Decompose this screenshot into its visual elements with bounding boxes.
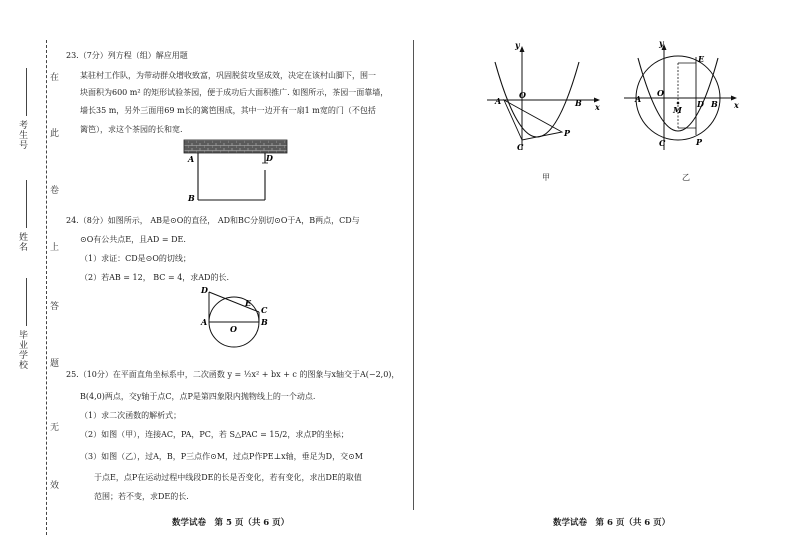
label-O: O — [230, 324, 237, 334]
seal-char: 上 — [50, 243, 60, 253]
label-E: E — [245, 298, 252, 308]
binding-field-blank — [26, 68, 27, 116]
binding-field-label: 姓名 — [17, 232, 27, 252]
label-x: x — [734, 100, 739, 110]
label-P: P — [564, 128, 571, 138]
label-C: C — [659, 138, 666, 148]
label-M: M — [673, 105, 682, 115]
label-C: C — [261, 305, 268, 315]
q23-text-3: 墙长35 m，另外三面用69 m长的篱笆围成，其中一边开有一扇1 m宽的门（不包括 — [80, 106, 376, 115]
seal-char: 答 — [50, 302, 60, 312]
label-B: B — [261, 317, 268, 327]
q24-figure — [198, 280, 274, 352]
label-P: P — [696, 137, 703, 147]
label-D: D — [201, 285, 208, 295]
binding-field-label: 考生号 — [17, 120, 27, 150]
binding-dashed-line — [46, 40, 47, 535]
q24-part2: （2）若AB = 12， BC = 4，求AD的长. — [80, 273, 230, 282]
figure-yi-caption: 乙 — [682, 173, 690, 182]
q24-text-1: ⊙O有公共点E，且AD = DE. — [80, 235, 186, 244]
figure-yi — [622, 40, 747, 155]
label-D: D — [697, 99, 704, 109]
seal-char: 无 — [50, 423, 60, 433]
label-O: O — [657, 88, 664, 98]
label-B: B — [575, 98, 582, 108]
figure-jia-caption: 甲 — [542, 173, 550, 182]
wall — [184, 140, 287, 153]
seal-char: 此 — [50, 129, 60, 139]
label-C: C — [517, 142, 524, 152]
q23-text-2: 块面积为600 m² 的矩形试验茶园，便于成功后大面积推广. 如图所示，茶园一面靠墙， — [80, 88, 389, 97]
figure-jia — [485, 40, 610, 155]
q25-text-1: B(4,0)两点，交y轴于点C，点P是第四象限内抛物线上的一个动点. — [80, 392, 316, 401]
page-divider — [413, 40, 414, 510]
label-D: D — [266, 153, 273, 163]
q25-part3-2: 于点E，点P在运动过程中线段DE的长是否变化，若有变化，求出DE的取值 — [94, 473, 362, 482]
q25-part1: （1）求二次函数的解析式； — [80, 411, 182, 420]
triangle-PAC — [504, 100, 562, 140]
point-M — [677, 102, 680, 105]
seal-char: 在 — [50, 73, 60, 83]
q25-part2: （2）如图（甲），连接AC，PA，PC，若 S△PAC = 15/2，求点P的坐标； — [80, 430, 349, 439]
q25-title: 25.（10分）在平面直角坐标系中，二次函数 y = ½x² + bx + c 的图象与x轴交于A(−2,0)， — [66, 370, 400, 379]
footer-page-5: 数学试卷 第 5 页（共 6 页） — [172, 518, 290, 528]
label-A: A — [495, 96, 502, 106]
label-y: y — [659, 40, 664, 48]
label-A: A — [635, 94, 642, 104]
label-A: A — [201, 317, 208, 327]
label-E: E — [698, 54, 705, 64]
seal-char: 效 — [50, 481, 60, 491]
binding-field-blank — [26, 278, 27, 326]
footer-page-6: 数学试卷 第 6 页（共 6 页） — [553, 518, 671, 528]
q23-text-1: 某驻村工作队，为带动群众增收致富，巩固脱贫攻坚成效，决定在该村山脚下，围一 — [80, 71, 376, 80]
label-B: B — [188, 193, 195, 203]
y-axis-arrow — [520, 46, 525, 52]
q23-title: 23.（7分）列方程（组）解应用题 — [66, 51, 188, 60]
binding-field-label: 毕业学校 — [17, 330, 27, 370]
q23-figure — [180, 138, 290, 206]
q25-part3-3: 范围；若不变，求DE的长. — [94, 492, 189, 501]
label-x: x — [595, 102, 600, 112]
q24-title: 24.（8分）如图所示， AB是⊙O的直径， AD和BC分别切⊙O于A，B两点，CD与 — [66, 216, 360, 225]
q23-text-4: 篱笆），求这个茶园的长和宽. — [80, 125, 183, 134]
label-A: A — [188, 154, 195, 164]
segment-DC — [209, 292, 259, 312]
label-O: O — [519, 90, 526, 100]
q25-part3-1: （3）如图（乙），过A，B，P三点作⊙M，过点P作PE⊥x轴，垂足为D，交⊙M — [80, 452, 363, 461]
seal-char: 卷 — [50, 186, 60, 196]
seal-char: 题 — [50, 359, 60, 369]
label-y: y — [515, 40, 520, 50]
label-B: B — [711, 99, 718, 109]
q24-part1: （1）求证：CD是⊙O的切线； — [80, 254, 191, 263]
binding-field-blank — [26, 180, 27, 228]
